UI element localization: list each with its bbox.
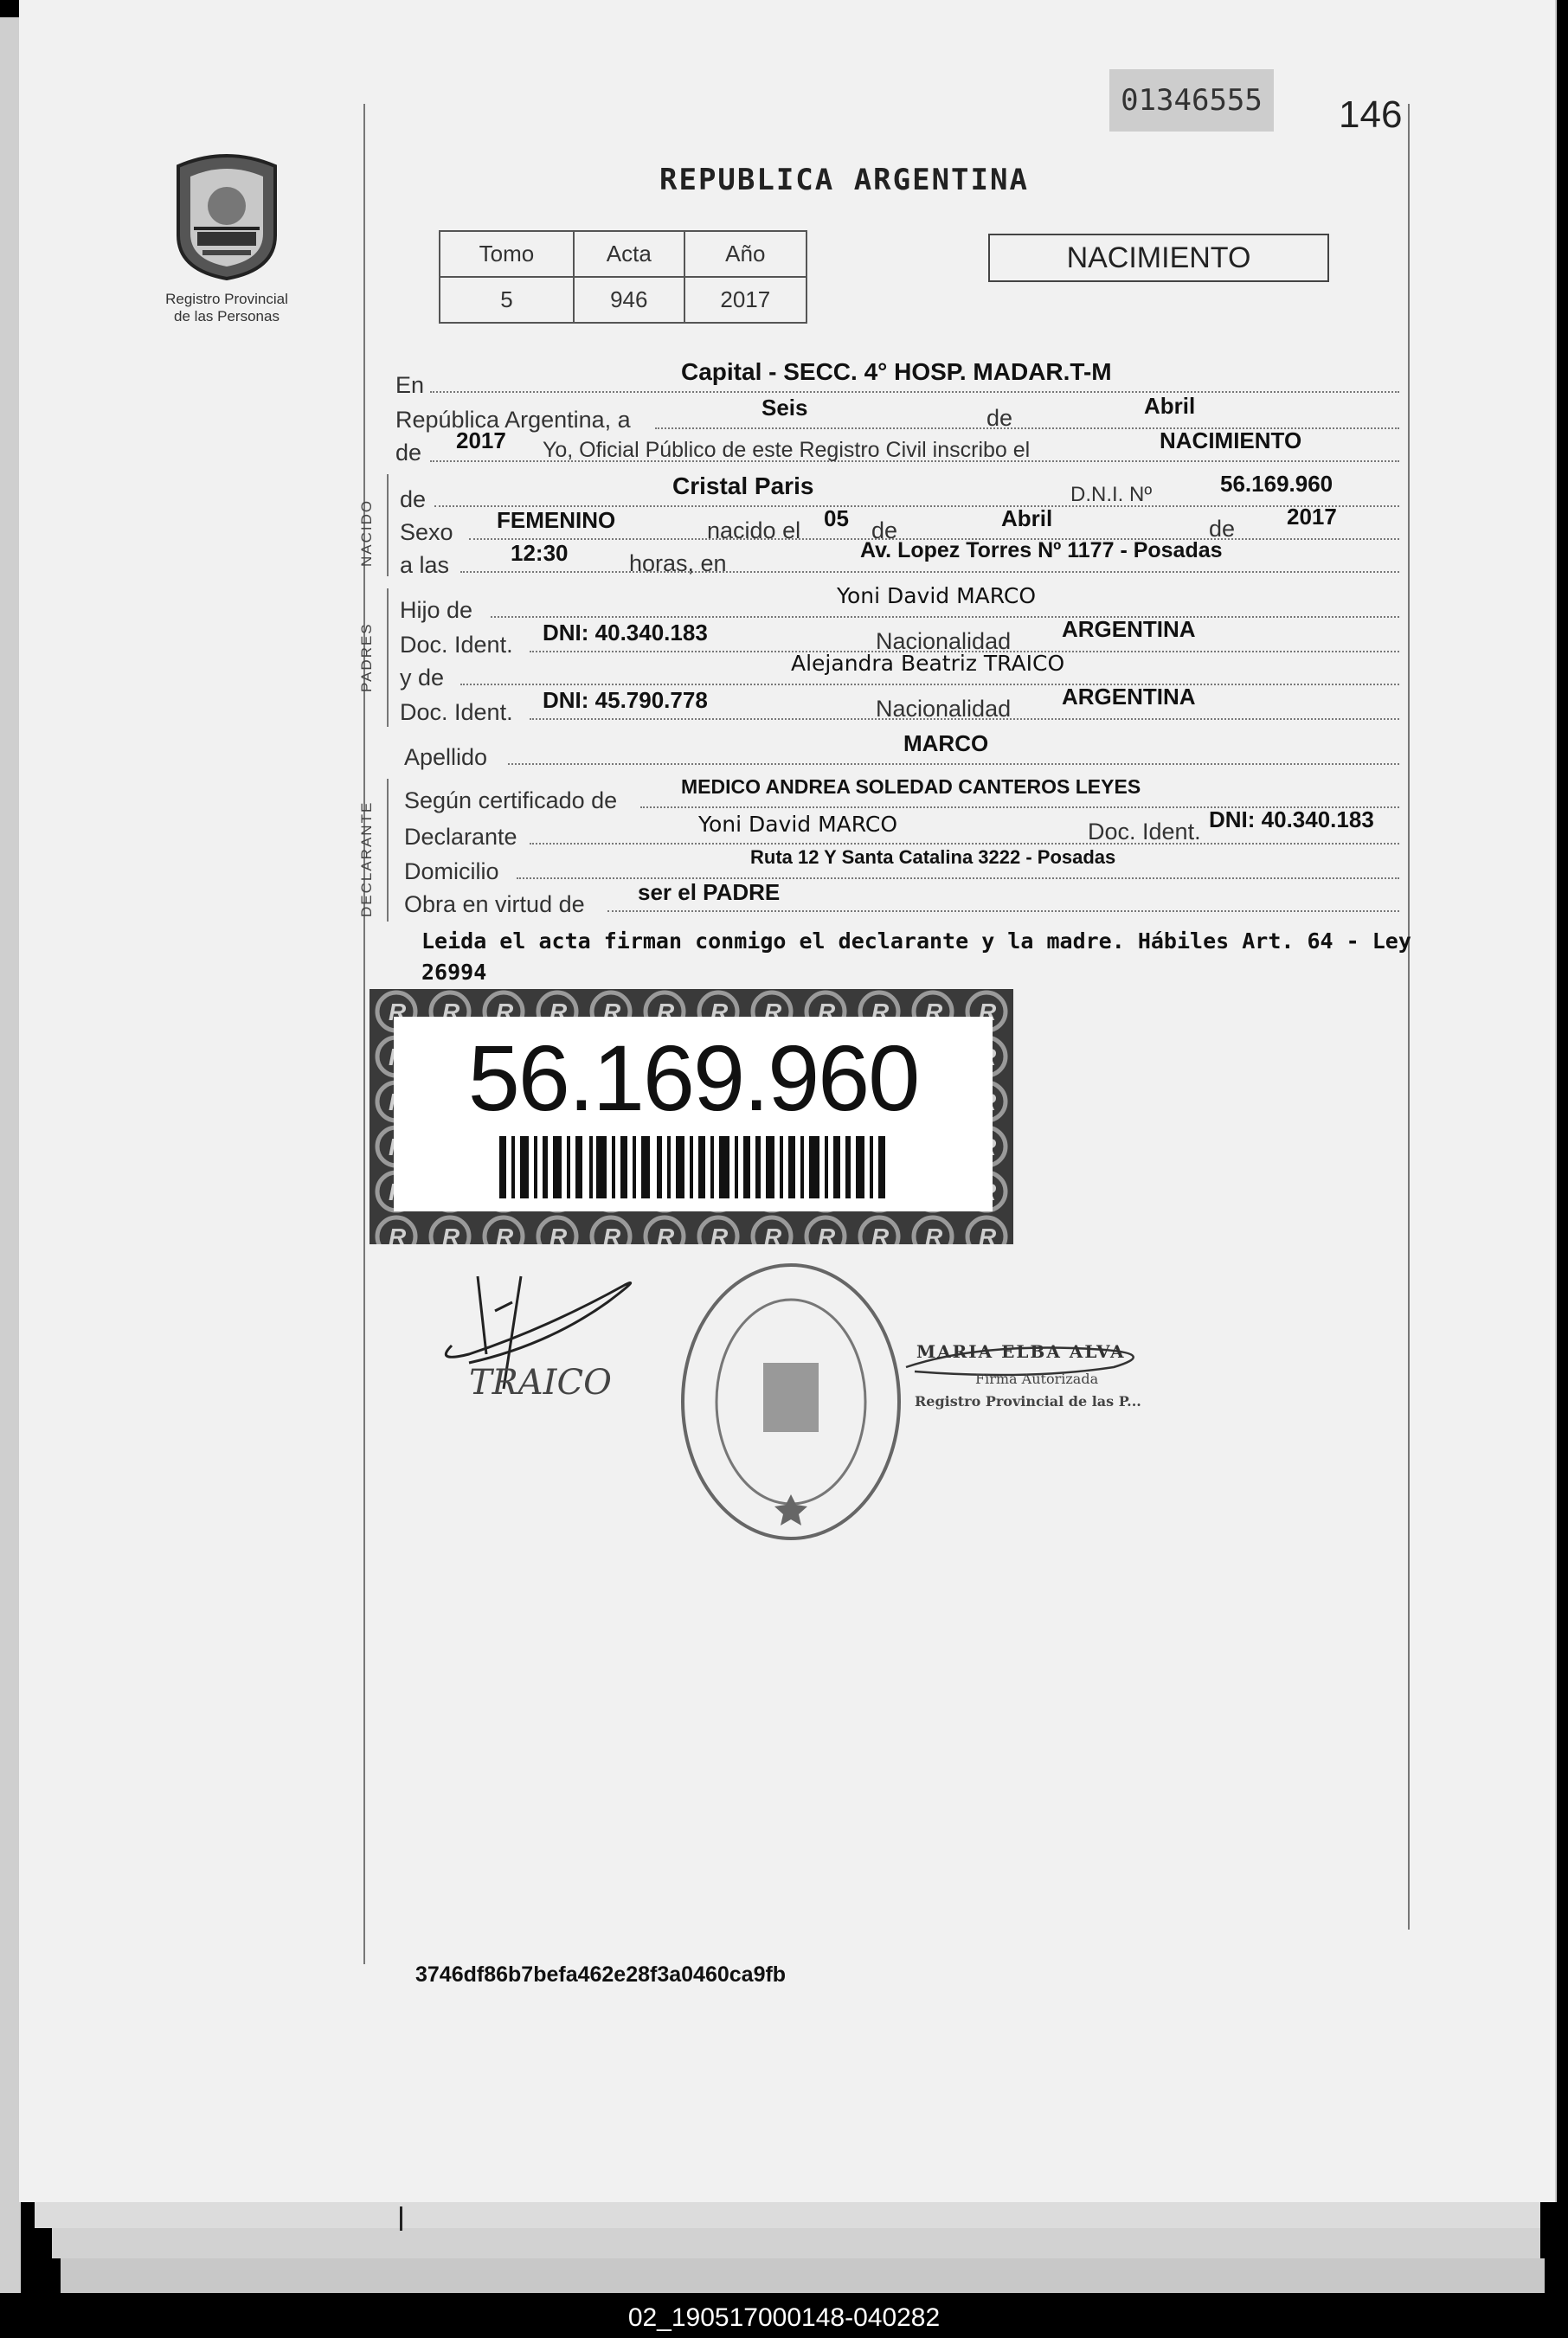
declarante-doc: DNI: 40.340.183	[1209, 806, 1374, 832]
right-border-line	[1408, 104, 1410, 1930]
doc-ident-label: Doc. Ident.	[400, 632, 513, 658]
sexo-value: FEMENINO	[497, 507, 616, 533]
nacionalidad-label: Nacionalidad	[876, 628, 1012, 654]
section-label-nacido: NACIDO	[358, 498, 375, 567]
nacido-el-label: nacido el	[707, 517, 801, 543]
mother-name: Alejandra Beatriz TRAICO	[791, 651, 1065, 676]
birth-place: Av. Lopez Torres Nº 1177 - Posadas	[860, 538, 1223, 562]
serial-stamp: 01346555	[1109, 69, 1274, 132]
table-header: Tomo	[440, 231, 574, 277]
stack-mark	[400, 2206, 402, 2231]
dotted-line	[460, 571, 1399, 573]
record-type-box: NACIMIENTO	[988, 234, 1329, 282]
left-margin-line	[363, 104, 365, 1964]
place-value: Capital - SECC. 4° HOSP. MADAR.T-M	[681, 358, 1112, 385]
country-title: REPUBLICA ARGENTINA	[659, 163, 1029, 197]
page-number: 146	[1339, 93, 1403, 136]
declarante-label: Declarante	[404, 824, 517, 850]
declarante-address: Ruta 12 Y Santa Catalina 3222 - Posadas	[750, 846, 1116, 868]
table-cell: 2017	[684, 277, 806, 323]
registry-text: Yo, Oficial Público de este Registro Civil inscribo el	[543, 438, 1031, 462]
footer-filename: 02_190517000148-040282	[0, 2297, 1568, 2338]
a-las-label: a las	[400, 552, 450, 578]
y-de-label: y de	[400, 665, 445, 690]
table-cell: 946	[574, 277, 684, 323]
en-label: En	[395, 372, 425, 398]
hijo-de-label: Hijo de	[400, 597, 473, 623]
republic-label: República Argentina, a	[395, 407, 631, 433]
section-label-padres: PADRES	[358, 622, 375, 692]
doc-ident-label: Doc. Ident.	[400, 699, 513, 725]
paper-stack-edge	[61, 2258, 1545, 2293]
paper-stack-edge	[35, 2202, 1540, 2228]
horas-label: horas, en	[629, 550, 727, 576]
cert-value: MEDICO ANDREA SOLEDAD CANTEROS LEYES	[681, 775, 1141, 798]
cert-label: Según certificado de	[404, 787, 618, 813]
nacionalidad-label: Nacionalidad	[876, 696, 1012, 722]
doc-ident-label: Doc. Ident.	[1088, 819, 1201, 845]
barcode	[499, 1136, 889, 1198]
table-header: Año	[684, 231, 806, 277]
apellido-label: Apellido	[404, 744, 488, 770]
birth-month: Abril	[1001, 505, 1053, 531]
logo-caption: Registro Provincial de las Personas	[165, 291, 288, 324]
dotted-line	[460, 684, 1399, 685]
official-role: Firma Autorizada	[975, 1371, 1099, 1387]
table-cell: 5	[440, 277, 574, 323]
apellido-value: MARCO	[903, 730, 989, 756]
day-value: Seis	[762, 395, 808, 421]
dotted-line	[607, 910, 1399, 912]
mother-nationality: ARGENTINA	[1062, 684, 1196, 710]
mother-signature	[417, 1250, 677, 1423]
dotted-line	[491, 616, 1399, 618]
de-label: de	[871, 517, 898, 543]
event-value: NACIMIENTO	[1160, 427, 1302, 453]
coat-of-arms-logo	[168, 149, 286, 280]
dotted-line	[430, 391, 1399, 393]
de-label: de	[1209, 516, 1236, 542]
birth-day: 05	[824, 505, 849, 531]
child-dni: 56.169.960	[1220, 471, 1333, 497]
mother-signature-text: TRAICO	[469, 1363, 612, 1403]
table-header: Acta	[574, 231, 684, 277]
official-org: Registro Provincial de las P...	[915, 1393, 1141, 1410]
month-value: Abril	[1144, 393, 1196, 419]
sticker-number: 56.169.960	[467, 1025, 919, 1130]
official-name: MARIA ELBA ALVA	[916, 1341, 1126, 1362]
obra-label: Obra en virtud de	[404, 891, 585, 917]
year-value: 2017	[456, 427, 506, 453]
id-sticker	[370, 989, 1013, 1244]
child-name: Cristal Paris	[672, 472, 814, 499]
official-signature	[897, 1333, 1174, 1428]
declarante-name: Yoni David MARCO	[698, 812, 898, 837]
de-label: de	[395, 440, 422, 466]
dni-label: D.N.I. Nº	[1070, 483, 1153, 506]
domicilio-label: Domicilio	[404, 858, 499, 884]
sexo-label: Sexo	[400, 519, 453, 545]
document-page	[19, 0, 1555, 2202]
section-label-declarante: DECLARANTE	[358, 800, 375, 917]
official-seal	[677, 1259, 906, 1545]
birth-year: 2017	[1287, 504, 1337, 530]
birth-time: 12:30	[511, 540, 569, 566]
dotted-line	[530, 843, 1399, 845]
section-divider	[387, 779, 389, 922]
document-hash: 3746df86b7befa462e28f3a0460ca9fb	[415, 1962, 787, 1987]
section-divider	[387, 588, 389, 727]
father-nationality: ARGENTINA	[1062, 616, 1196, 642]
de-label: de	[986, 405, 1013, 431]
obra-value: ser el PADRE	[638, 879, 781, 905]
mother-doc: DNI: 45.790.778	[543, 687, 708, 713]
de-label: de	[400, 486, 427, 512]
paper-left-edge	[0, 17, 21, 2293]
section-divider	[387, 474, 389, 576]
paper-stack-edge	[52, 2228, 1540, 2258]
father-doc: DNI: 40.340.183	[543, 620, 708, 646]
closing-text: Leida el acta firman conmigo el declarante y la madre. Hábiles Art. 64 - Ley 26994	[421, 928, 1411, 985]
dotted-line	[508, 763, 1399, 765]
father-name: Yoni David MARCO	[837, 583, 1037, 608]
record-table	[439, 230, 807, 324]
